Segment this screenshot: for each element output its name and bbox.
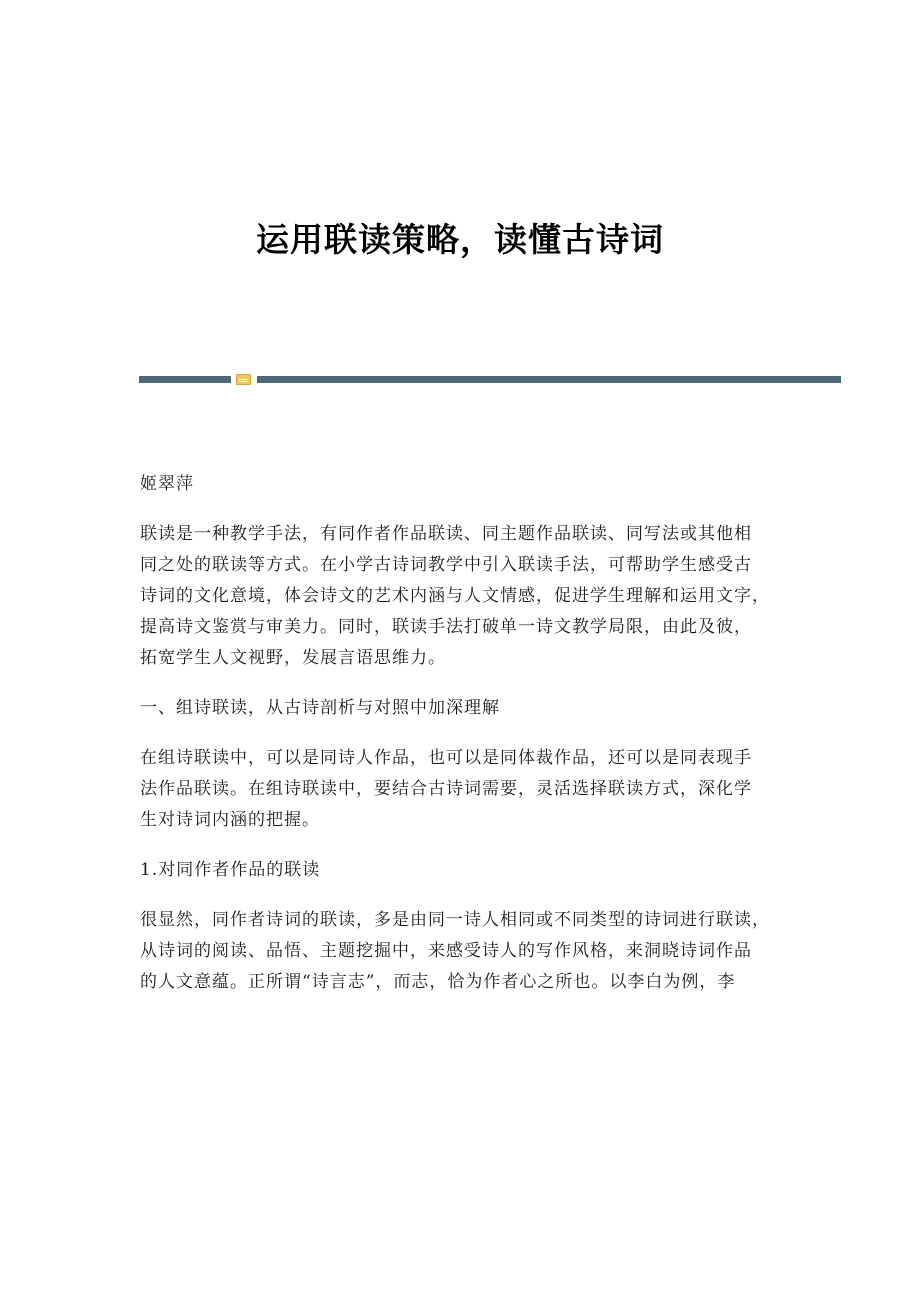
text-line: 提高诗文鉴赏与审美力。同时，联读手法打破单一诗文教学局限，由此及彼， [140,617,752,637]
divider-emblem-icon [236,374,251,385]
text-line: 很显然，同作者诗词的联读，多是由同一诗人相同或不同类型的诗词进行联读， [140,910,770,930]
text-line: 法作品联读。在组诗联读中，要结合古诗词需要，灵活选择联读方式，深化学 [140,779,752,799]
author-line: 姬翠萍 [140,474,194,494]
document-body [140,469,780,1017]
paragraph-group-reading [140,743,780,836]
text-line: 在组诗联读中，可以是同诗人作品，也可以是同体裁作品，还可以是同表现手 [140,748,752,768]
text-line: 的人文意蕴。正所谓“诗言志”，而志，恰为作者心之所也。以李白为例，李 [140,972,736,992]
title-divider [139,374,841,386]
text-line: 拓宽学生人文视野，发展言语思维力。 [140,648,446,668]
paragraph-same-author [140,905,780,998]
text-line: 1.对同作者作品的联读 [140,860,321,880]
text-line: 同之处的联读等方式。在小学古诗词教学中引入联读手法，可帮助学生感受古 [140,555,752,575]
subsection-heading [140,855,780,886]
divider-bar-left [139,376,231,383]
text-line: 一、组诗联读，从古诗剖析与对照中加深理解 [140,698,500,718]
text-line: 联读是一种教学手法，有同作者作品联读、同主题作品联读、同写法或其他相 [140,524,752,544]
section-heading [140,693,780,724]
text-line: 从诗词的阅读、品悟、主题挖掘中，来感受诗人的写作风格，来洞晓诗词作品 [140,941,752,961]
divider-bar-right [257,376,841,383]
text-line: 生对诗词内涵的把握。 [140,810,320,830]
text-line: 诗词的文化意境，体会诗文的艺术内涵与人文情感，促进学生理解和运用文字， [140,586,770,606]
paragraph-intro [140,519,780,674]
document-title: 运用联读策略，读懂古诗词 [256,220,664,259]
author-name [140,469,780,500]
